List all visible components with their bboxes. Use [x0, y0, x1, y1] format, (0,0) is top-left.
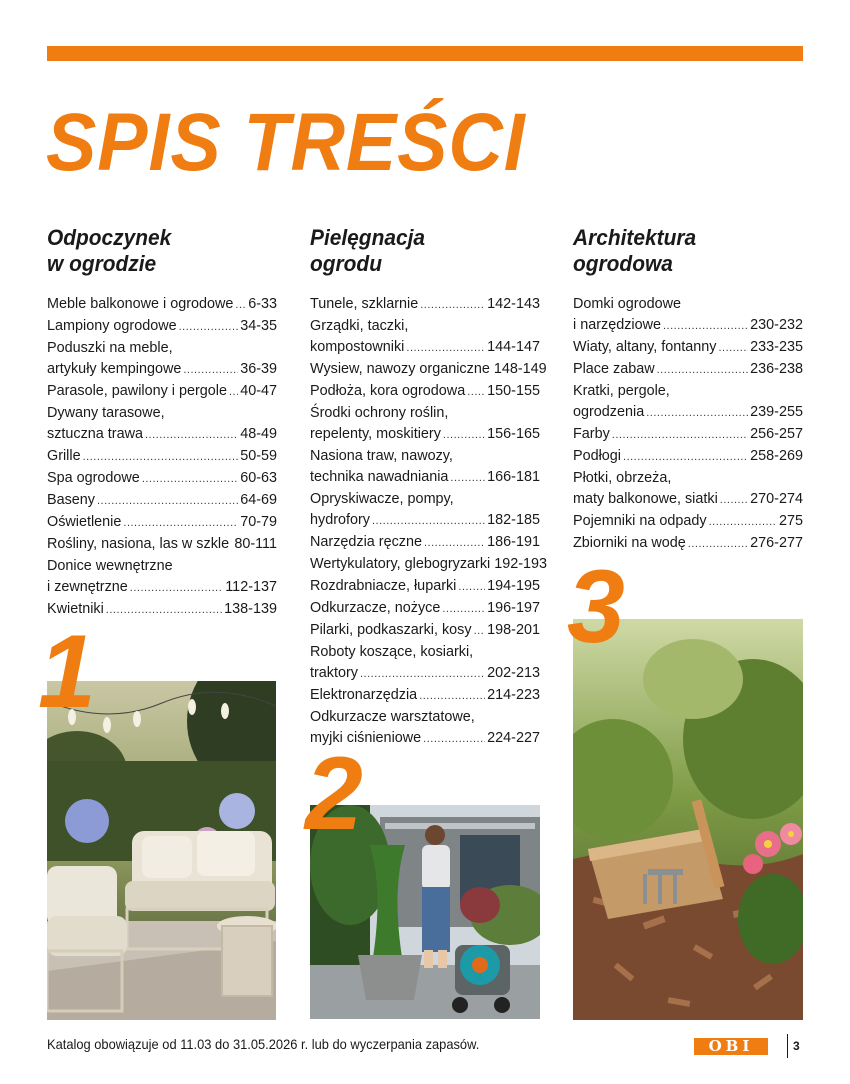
toc-dot-leader	[442, 599, 485, 620]
catalog-validity-note: Katalog obowiązuje od 11.03 do 31.05.2026 r. lub do wyczerpania zapasów.	[47, 1036, 480, 1052]
toc-dot-leader	[467, 382, 485, 403]
toc-dot-leader	[458, 577, 485, 598]
toc-entry	[310, 489, 540, 532]
toc-entry-label: Rośliny, nasiona, las w szkle	[47, 536, 230, 552]
toc-entry-pages: 236-238	[750, 361, 803, 377]
toc-entry-pages: 80-111	[234, 536, 277, 552]
toc-entry-pages: 148-149	[493, 361, 547, 377]
toc-entry-label: Zbiorniki na wodę	[573, 535, 686, 551]
toc-dot-leader	[360, 664, 485, 685]
toc-entry-label: traktory	[310, 665, 358, 681]
toc-entry-pages: 6-33	[248, 296, 277, 312]
toc-entry-pages: 276-277	[750, 535, 803, 551]
toc-entry	[573, 424, 803, 446]
toc-dot-leader	[443, 425, 485, 446]
toc-entry-pages: 196-197	[487, 600, 540, 616]
toc-dot-leader	[142, 469, 238, 490]
toc-entry-label: Wiaty, altany, fontanny	[573, 339, 717, 355]
section-heading-line: ogrodowa	[573, 251, 673, 276]
toc-list	[310, 294, 548, 750]
section-heading	[310, 225, 529, 283]
toc-dot-leader	[657, 360, 749, 381]
toc-entry-label: Kratki, pergole,	[573, 383, 670, 399]
toc-entry-pages: 230-232	[750, 317, 803, 333]
toc-list	[47, 294, 277, 621]
toc-entry-pages: 70-79	[240, 514, 277, 530]
toc-entry-label: Narzędzia ręczne	[310, 534, 422, 550]
toc-dot-leader	[646, 403, 748, 424]
toc-dot-leader	[424, 533, 485, 554]
toc-entry-label: Kwietniki	[47, 601, 104, 617]
toc-entry-pages: 258-269	[750, 448, 803, 464]
toc-entry-label: Wertykulatory, glebogryzarki	[310, 556, 491, 572]
toc-entry-label: kompostowniki	[310, 339, 405, 355]
toc-entry-label: maty balkonowe, siatki	[573, 491, 718, 507]
toc-entry-pages: 233-235	[750, 339, 803, 355]
toc-entry-label: Pilarki, podkaszarki, kosy	[310, 622, 472, 638]
toc-entry-pages: 214-223	[487, 687, 540, 703]
toc-entry-pages: 40-47	[240, 383, 277, 399]
toc-dot-leader	[130, 578, 223, 599]
toc-dot-leader	[709, 512, 777, 533]
toc-entry-pages: 48-49	[240, 426, 277, 442]
section-heading	[47, 225, 266, 283]
toc-entry	[47, 403, 277, 446]
toc-entry	[310, 359, 547, 381]
section-heading-line: Pielęgnacja	[310, 225, 426, 250]
toc-entry	[310, 576, 540, 598]
toc-dot-leader	[419, 686, 485, 707]
toc-entry-label: i zewnętrzne	[47, 579, 128, 595]
toc-entry	[47, 338, 277, 381]
toc-entry-label: sztuczna trawa	[47, 426, 143, 442]
toc-entry	[47, 534, 277, 556]
toc-entry-pages: 142-143	[487, 296, 540, 312]
toc-entry-pages: 256-257	[750, 426, 803, 442]
section-number-3: 3	[567, 549, 625, 665]
toc-entry-pages: 60-63	[240, 470, 277, 486]
toc-entry-label: Elektronarzędzia	[310, 687, 418, 703]
toc-entry-pages: 182-185	[487, 512, 540, 528]
toc-entry-label: hydrofory	[310, 512, 370, 528]
toc-dot-leader	[106, 600, 222, 621]
garden-lounge-photo	[47, 681, 276, 1020]
toc-entry	[310, 598, 540, 620]
toc-entry	[573, 468, 803, 511]
toc-entry-pages: 192-193	[494, 556, 548, 572]
toc-entry-pages: 156-165	[487, 426, 540, 442]
toc-entry-label: Nasiona traw, nawozy,	[310, 448, 453, 464]
section-heading-line: Architektura	[573, 225, 697, 250]
toc-column-3	[573, 225, 803, 555]
section-number-2: 2	[305, 736, 363, 852]
section-heading-line: w ogrodzie	[47, 251, 157, 276]
toc-entry-label: Oświetlenie	[47, 514, 122, 530]
footer-divider	[787, 1034, 788, 1058]
toc-entry	[310, 381, 540, 403]
toc-entry-pages: 138-139	[224, 601, 277, 617]
top-accent-bar	[47, 46, 803, 61]
toc-dot-leader	[123, 513, 238, 534]
toc-dot-leader	[145, 425, 238, 446]
obi-logo: OBI	[694, 1038, 768, 1055]
section-heading	[573, 225, 792, 283]
toc-entry	[310, 446, 540, 489]
toc-entry-label: Opryskiwacze, pompy,	[310, 491, 454, 507]
toc-entry	[47, 316, 277, 338]
toc-column-1	[47, 225, 277, 621]
toc-entry	[47, 556, 277, 599]
toc-entry-label: Grządki, taczki,	[310, 318, 409, 334]
toc-entry-label: Pojemniki na odpady	[573, 513, 707, 529]
toc-entry-label: Odkurzacze, nożyce	[310, 600, 441, 616]
toc-entry-label: Dywany tarasowe,	[47, 405, 165, 421]
toc-entry	[47, 468, 277, 490]
toc-dot-leader	[83, 447, 239, 468]
toc-dot-leader	[420, 295, 485, 316]
toc-entry-label: myjki ciśnieniowe	[310, 730, 422, 746]
toc-dot-leader	[474, 621, 486, 642]
section-number-1: 1	[38, 614, 96, 730]
toc-entry-pages: 64-69	[240, 492, 277, 508]
page-title: SPIS TREŚCI	[46, 97, 526, 188]
toc-entry-pages: 112-137	[225, 579, 277, 595]
toc-entry-pages: 270-274	[750, 491, 803, 507]
toc-dot-leader	[179, 317, 239, 338]
toc-entry	[47, 446, 277, 468]
toc-entry	[573, 446, 803, 468]
toc-entry-label: Tunele, szklarnie	[310, 296, 419, 312]
toc-entry-pages: 275	[778, 513, 803, 529]
toc-entry-pages: 194-195	[487, 578, 540, 594]
toc-entry-label: Lampiony ogrodowe	[47, 318, 177, 334]
toc-dot-leader	[97, 491, 238, 512]
toc-entry-label: Poduszki na meble,	[47, 340, 173, 356]
toc-entry	[573, 294, 803, 337]
toc-entry	[310, 532, 540, 554]
toc-entry-pages: 34-35	[240, 318, 277, 334]
toc-entry-pages: 166-181	[487, 469, 540, 485]
toc-entry	[310, 685, 540, 707]
toc-list	[573, 294, 803, 555]
toc-entry-label: Meble balkonowe i ogrodowe	[47, 296, 234, 312]
toc-entry	[47, 381, 277, 403]
toc-entry-label: Środki ochrony roślin,	[310, 405, 449, 421]
toc-entry-pages: 198-201	[487, 622, 540, 638]
toc-dot-leader	[663, 316, 748, 337]
toc-entry-pages: 144-147	[487, 339, 540, 355]
section-heading-line: Odpoczynek	[47, 225, 172, 250]
toc-dot-leader	[235, 295, 246, 316]
toc-entry-label: Domki ogrodowe	[573, 296, 681, 312]
toc-entry-label: technika nawadniania	[310, 469, 449, 485]
page-number: 3	[793, 1039, 800, 1053]
toc-entry-label: Płotki, obrzeża,	[573, 470, 672, 486]
toc-entry-label: Roboty koszące, kosiarki,	[310, 644, 474, 660]
toc-entry-label: Spa ogrodowe	[47, 470, 140, 486]
toc-dot-leader	[231, 535, 232, 556]
toc-entry	[573, 511, 803, 533]
toc-entry-pages: 150-155	[487, 383, 540, 399]
bark-mulch-tools-photo	[573, 619, 803, 1020]
toc-entry-label: repelenty, moskitiery	[310, 426, 441, 442]
toc-dot-leader	[718, 338, 748, 359]
toc-entry-pages: 50-59	[240, 448, 277, 464]
toc-dot-leader	[406, 338, 485, 359]
toc-entry-label: Baseny	[47, 492, 95, 508]
toc-entry	[47, 512, 277, 534]
toc-dot-leader	[229, 382, 238, 403]
toc-dot-leader	[372, 511, 485, 532]
toc-entry-pages: 186-191	[487, 534, 540, 550]
toc-entry-label: ogrodzenia	[573, 404, 645, 420]
toc-entry-label: Podłogi	[573, 448, 622, 464]
toc-entry-pages: 239-255	[750, 404, 803, 420]
toc-dot-leader	[623, 447, 748, 468]
toc-dot-leader	[450, 468, 485, 489]
toc-entry	[47, 490, 277, 512]
toc-entry	[47, 294, 277, 316]
toc-entry-label: Odkurzacze warsztatowe,	[310, 709, 475, 725]
toc-entry	[310, 316, 540, 359]
toc-entry-label: Donice wewnętrzne	[47, 558, 173, 574]
toc-dot-leader	[183, 360, 238, 381]
toc-entry-pages: 224-227	[487, 730, 540, 746]
toc-entry-label: Podłoża, kora ogrodowa	[310, 383, 466, 399]
toc-entry-label: Parasole, pawilony i pergole	[47, 383, 227, 399]
toc-entry	[573, 381, 803, 424]
toc-entry	[310, 403, 540, 446]
toc-dot-leader	[720, 490, 748, 511]
toc-entry	[573, 337, 803, 359]
toc-dot-leader	[688, 534, 748, 555]
toc-entry-label: Grille	[47, 448, 81, 464]
toc-entry-label: artykuły kempingowe	[47, 361, 182, 377]
toc-entry-label: Rozdrabniacze, łuparki	[310, 578, 457, 594]
toc-entry	[310, 642, 540, 685]
toc-entry-label: Wysiew, nawozy organiczne	[310, 361, 490, 377]
section-heading-line: ogrodu	[310, 251, 382, 276]
toc-entry-pages: 202-213	[487, 665, 540, 681]
toc-dot-leader	[423, 729, 485, 750]
toc-entry	[310, 294, 540, 316]
toc-entry	[310, 620, 540, 642]
toc-column-2	[310, 225, 548, 750]
toc-entry-pages: 36-39	[240, 361, 277, 377]
toc-entry	[573, 359, 803, 381]
toc-entry-label: Place zabaw	[573, 361, 655, 377]
toc-entry-label: Farby	[573, 426, 610, 442]
toc-entry-label: i narzędziowe	[573, 317, 661, 333]
toc-dot-leader	[612, 425, 748, 446]
toc-entry	[310, 554, 548, 576]
